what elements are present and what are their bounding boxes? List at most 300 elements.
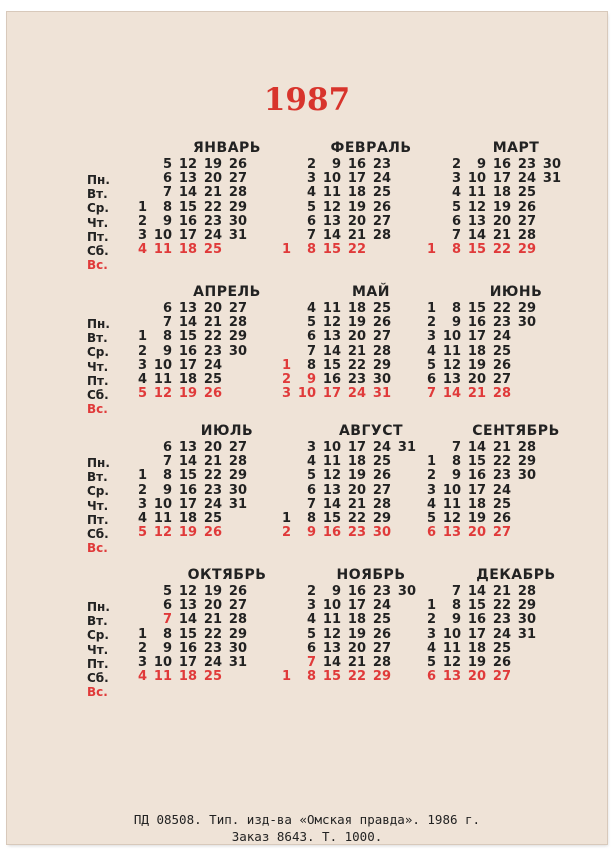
calendar-day: 27 (372, 213, 391, 229)
calendar-day: 3 (306, 171, 316, 187)
calendar-day: 20 (203, 301, 222, 316)
calendar-day: 4 (137, 372, 147, 387)
calendar-day: 17 (467, 482, 486, 498)
calendar-card (7, 12, 607, 844)
calendar-day: 23 (372, 157, 391, 172)
calendar-day: 21 (467, 386, 486, 402)
calendar-day: 6 (426, 525, 436, 541)
weekday-label: Вс. (87, 541, 108, 556)
calendar-day: 31 (228, 496, 247, 512)
calendar-day: 23 (372, 584, 391, 599)
month-block (406, 284, 556, 414)
calendar-day: 24 (372, 440, 391, 455)
calendar-day: 8 (162, 468, 172, 484)
calendar-day: 7 (306, 343, 316, 359)
weekday-label: Пт. (87, 373, 109, 388)
calendar-day: 18 (178, 669, 197, 685)
calendar-day: 9 (476, 157, 486, 172)
calendar-day: 29 (372, 669, 391, 685)
calendar-day: 21 (203, 612, 222, 628)
calendar-day: 26 (492, 357, 511, 373)
month-name: ДЕКАБРЬ (476, 567, 556, 583)
month-name: ЯНВАРЬ (193, 140, 261, 156)
calendar-day: 7 (451, 228, 461, 243)
calendar-day: 5 (137, 386, 147, 402)
calendar-day: 22 (203, 329, 222, 345)
calendar-day: 18 (492, 185, 511, 201)
calendar-day: 21 (203, 185, 222, 201)
calendar-day: 10 (467, 171, 486, 187)
calendar-day: 26 (492, 511, 511, 526)
calendar-day: 7 (306, 496, 316, 512)
weekday-label: Вс. (87, 258, 108, 273)
calendar-day: 24 (517, 171, 536, 187)
month-block (406, 423, 560, 553)
calendar-day: 18 (467, 496, 486, 512)
calendar-day: 26 (372, 626, 391, 642)
calendar-day: 17 (467, 329, 486, 345)
weekday-label: Вс. (87, 685, 108, 700)
calendar-day: 25 (203, 669, 222, 685)
calendar-day: 11 (322, 185, 341, 201)
calendar-day: 13 (442, 525, 461, 541)
calendar-day: 26 (228, 584, 247, 599)
calendar-day: 13 (442, 372, 461, 387)
calendar-day: 25 (203, 372, 222, 387)
calendar-day: 11 (322, 454, 341, 470)
calendar-day: 19 (347, 626, 366, 642)
weekday-label: Вт. (87, 187, 108, 202)
calendar-day: 26 (372, 199, 391, 215)
calendar-day: 18 (347, 185, 366, 201)
calendar-day: 12 (322, 199, 341, 215)
calendar-day: 23 (492, 468, 511, 484)
calendar-day: 29 (517, 301, 536, 316)
calendar-day: 2 (137, 343, 147, 359)
calendar-day: 7 (162, 454, 172, 470)
calendar-day: 15 (322, 357, 341, 373)
calendar-day: 19 (203, 584, 222, 599)
calendar-day: 3 (426, 329, 436, 345)
calendar-day: 8 (162, 329, 172, 345)
calendar-day: 27 (492, 372, 511, 387)
weekday-label: Ср. (87, 345, 109, 360)
calendar-day: 16 (178, 213, 197, 229)
calendar-day: 2 (306, 584, 316, 599)
calendar-day: 20 (467, 669, 486, 685)
month-name: НОЯБРЬ (336, 567, 406, 583)
calendar-day: 4 (306, 185, 316, 201)
weekday-label: Пн. (87, 317, 110, 331)
calendar-day: 26 (372, 468, 391, 484)
month-block (117, 567, 267, 697)
calendar-day: 3 (426, 626, 436, 642)
calendar-day: 24 (492, 482, 511, 498)
calendar-day: 19 (467, 655, 486, 670)
calendar-day: 9 (451, 612, 461, 628)
month-name: АВГУСТ (338, 423, 404, 439)
calendar-day: 15 (322, 511, 341, 526)
calendar-day: 17 (467, 626, 486, 642)
calendar-day: 12 (322, 626, 341, 642)
calendar-day: 20 (347, 640, 366, 656)
calendar-day: 31 (397, 440, 416, 455)
calendar-day: 23 (347, 372, 366, 387)
weekday-label: Пн. (87, 600, 110, 614)
calendar-day: 17 (178, 655, 197, 670)
calendar-day: 6 (162, 598, 172, 614)
calendar-day: 25 (492, 343, 511, 359)
calendar-day: 11 (442, 496, 461, 512)
calendar-day: 23 (517, 157, 536, 172)
calendar-day: 1 (426, 301, 436, 316)
calendar-day: 7 (162, 185, 172, 201)
calendar-day: 30 (228, 343, 247, 359)
calendar-day: 24 (203, 496, 222, 512)
calendar-day: 13 (178, 171, 197, 187)
calendar-day: 28 (228, 612, 247, 628)
calendar-day: 23 (492, 315, 511, 331)
calendar-day: 29 (517, 242, 536, 258)
calendar-day: 27 (372, 640, 391, 656)
calendar-day: 3 (137, 655, 147, 670)
calendar-day: 2 (426, 315, 436, 331)
calendar-day: 30 (228, 213, 247, 229)
weekday-label: Пт. (87, 512, 109, 527)
calendar-day: 28 (228, 185, 247, 201)
month-name: СЕНТЯБРЬ (472, 423, 560, 439)
weekday-label: Чт. (87, 359, 109, 374)
calendar-day: 22 (492, 242, 511, 258)
calendar-day: 17 (322, 386, 341, 402)
calendar-day: 16 (322, 372, 341, 387)
calendar-day: 5 (137, 525, 147, 541)
calendar-day: 18 (347, 612, 366, 628)
month-name: ИЮНЬ (489, 284, 543, 300)
calendar-day: 7 (306, 228, 316, 243)
weekday-label: Сб. (87, 671, 109, 685)
month-block (261, 140, 411, 270)
calendar-day: 29 (372, 511, 391, 526)
calendar-day: 21 (203, 315, 222, 331)
calendar-day: 27 (517, 213, 536, 229)
calendar-day: 8 (451, 301, 461, 316)
calendar-day: 1 (281, 242, 291, 258)
calendar-day: 21 (347, 343, 366, 359)
calendar-day: 2 (426, 468, 436, 484)
calendar-day: 10 (322, 598, 341, 614)
calendar-day: 15 (178, 626, 197, 642)
calendar-day: 15 (322, 242, 341, 258)
calendar-day: 10 (153, 655, 172, 670)
calendar-day: 13 (322, 329, 341, 345)
calendar-day: 15 (178, 199, 197, 215)
calendar-day: 13 (442, 669, 461, 685)
calendar-day: 3 (451, 171, 461, 187)
calendar-day: 17 (347, 598, 366, 614)
calendar-day: 12 (442, 511, 461, 526)
calendar-day: 29 (372, 357, 391, 373)
calendar-day: 2 (281, 525, 291, 541)
calendar-day: 6 (162, 171, 172, 187)
calendar-day: 16 (492, 157, 511, 172)
calendar-day: 31 (228, 228, 247, 243)
calendar-day: 30 (517, 315, 536, 331)
calendar-day: 28 (228, 315, 247, 331)
calendar-day: 17 (178, 357, 197, 373)
calendar-day: 30 (397, 584, 416, 599)
calendar-day: 24 (492, 329, 511, 345)
calendar-day: 23 (203, 482, 222, 498)
calendar-day: 11 (153, 242, 172, 258)
calendar-day: 28 (372, 228, 391, 243)
calendar-day: 6 (306, 482, 316, 498)
calendar-day: 1 (137, 199, 147, 215)
calendar-day: 30 (542, 157, 561, 172)
calendar-day: 1 (281, 669, 291, 685)
weekday-label: Вс. (87, 402, 108, 417)
calendar-day: 27 (372, 329, 391, 345)
calendar-day: 21 (492, 228, 511, 243)
calendar-day: 25 (203, 511, 222, 526)
calendar-day: 9 (331, 157, 341, 172)
calendar-day: 9 (451, 468, 461, 484)
calendar-day: 4 (306, 301, 316, 316)
calendar-day: 13 (322, 213, 341, 229)
calendar-day: 18 (178, 511, 197, 526)
calendar-day: 29 (228, 468, 247, 484)
calendar-day: 28 (517, 440, 536, 455)
calendar-day: 5 (162, 584, 172, 599)
calendar-day: 27 (492, 669, 511, 685)
calendar-day: 22 (492, 301, 511, 316)
calendar-day: 5 (162, 157, 172, 172)
calendar-day: 13 (467, 213, 486, 229)
calendar-day: 15 (178, 329, 197, 345)
calendar-day: 24 (347, 386, 366, 402)
calendar-day: 4 (426, 640, 436, 656)
calendar-day: 10 (442, 329, 461, 345)
calendar-day: 8 (451, 242, 461, 258)
calendar-day: 21 (347, 655, 366, 670)
calendar-day: 2 (137, 640, 147, 656)
calendar-day: 2 (137, 482, 147, 498)
calendar-day: 30 (517, 468, 536, 484)
calendar-day: 27 (372, 482, 391, 498)
calendar-day: 20 (467, 372, 486, 387)
calendar-day: 19 (178, 386, 197, 402)
calendar-day: 26 (203, 525, 222, 541)
calendar-day: 17 (178, 496, 197, 512)
calendar-day: 4 (451, 185, 461, 201)
calendar-day: 11 (322, 301, 341, 316)
calendar-day: 1 (426, 598, 436, 614)
calendar-day: 22 (203, 626, 222, 642)
calendar-day: 27 (492, 525, 511, 541)
weekday-label: Ср. (87, 201, 109, 216)
calendar-day: 10 (442, 626, 461, 642)
weekday-label: Пт. (87, 229, 109, 244)
calendar-day: 22 (492, 598, 511, 614)
month-name: МАЙ (352, 284, 390, 300)
calendar-day: 13 (178, 301, 197, 316)
calendar-day: 21 (347, 228, 366, 243)
calendar-day: 14 (178, 185, 197, 201)
calendar-day: 9 (162, 482, 172, 498)
calendar-day: 13 (322, 640, 341, 656)
weekday-label: Пн. (87, 456, 110, 470)
calendar-day: 9 (306, 372, 316, 387)
month-name: ФЕВРАЛЬ (330, 140, 412, 156)
calendar-day: 6 (162, 440, 172, 455)
calendar-day: 12 (467, 199, 486, 215)
calendar-day: 18 (178, 242, 197, 258)
month-block (261, 284, 411, 414)
calendar-day: 22 (347, 242, 366, 258)
calendar-day: 6 (426, 669, 436, 685)
calendar-day: 16 (467, 612, 486, 628)
calendar-day: 9 (451, 315, 461, 331)
calendar-day: 22 (203, 468, 222, 484)
calendar-day: 26 (517, 199, 536, 215)
calendar-day: 5 (426, 655, 436, 670)
calendar-day: 15 (322, 669, 341, 685)
calendar-day: 18 (178, 372, 197, 387)
calendar-day: 21 (492, 440, 511, 455)
calendar-day: 28 (517, 584, 536, 599)
calendar-day: 19 (347, 468, 366, 484)
calendar-day: 5 (426, 511, 436, 526)
calendar-day: 5 (451, 199, 461, 215)
calendar-day: 21 (347, 496, 366, 512)
calendar-day: 25 (203, 242, 222, 258)
calendar-day: 12 (153, 386, 172, 402)
calendar-day: 6 (162, 301, 172, 316)
calendar-day: 26 (228, 157, 247, 172)
calendar-day: 19 (203, 157, 222, 172)
calendar-day: 26 (372, 315, 391, 331)
calendar-day: 17 (492, 171, 511, 187)
calendar-day: 17 (347, 440, 366, 455)
calendar-day: 19 (467, 357, 486, 373)
calendar-day: 16 (178, 482, 197, 498)
calendar-day: 8 (451, 454, 461, 470)
calendar-day: 1 (137, 626, 147, 642)
calendar-day: 10 (153, 228, 172, 243)
calendar-day: 20 (203, 598, 222, 614)
weekday-label: Ср. (87, 484, 109, 499)
calendar-day: 30 (517, 612, 536, 628)
weekday-label: Чт. (87, 642, 109, 657)
weekday-label: Сб. (87, 388, 109, 402)
calendar-day: 11 (153, 511, 172, 526)
calendar-day: 2 (451, 157, 461, 172)
calendar-day: 14 (467, 584, 486, 599)
calendar-day: 24 (203, 655, 222, 670)
month-name: АПРЕЛЬ (193, 284, 261, 300)
calendar-day: 18 (347, 454, 366, 470)
calendar-day: 28 (517, 228, 536, 243)
calendar-day: 4 (306, 612, 316, 628)
month-block (117, 423, 267, 553)
weekday-label: Пт. (87, 656, 109, 671)
calendar-day: 25 (517, 185, 536, 201)
calendar-day: 29 (517, 454, 536, 470)
calendar-day: 25 (372, 454, 391, 470)
calendar-day: 20 (492, 213, 511, 229)
calendar-day: 16 (467, 468, 486, 484)
calendar-day: 1 (281, 357, 291, 373)
calendar-day: 9 (306, 525, 316, 541)
calendar-day: 8 (306, 511, 316, 526)
calendar-day: 13 (322, 482, 341, 498)
calendar-day: 11 (442, 640, 461, 656)
calendar-day: 30 (228, 640, 247, 656)
calendar-day: 14 (178, 612, 197, 628)
calendar-day: 19 (347, 315, 366, 331)
calendar-day: 29 (228, 199, 247, 215)
footer-line-1: ПД 08508. Тип. изд-ва «Омская правда». 1986 г. (133, 812, 481, 827)
calendar-day: 20 (347, 329, 366, 345)
calendar-day: 3 (306, 598, 316, 614)
calendar-day: 6 (306, 640, 316, 656)
calendar-day: 9 (162, 213, 172, 229)
calendar-day: 20 (347, 482, 366, 498)
calendar-day: 14 (178, 315, 197, 331)
calendar-day: 28 (492, 386, 511, 402)
calendar-day: 10 (153, 496, 172, 512)
calendar-day: 1 (137, 329, 147, 345)
calendar-day: 25 (372, 185, 391, 201)
calendar-day: 24 (372, 171, 391, 187)
calendar-day: 16 (178, 640, 197, 656)
calendar-day: 27 (228, 440, 247, 455)
weekday-label: Чт. (87, 215, 109, 230)
calendar-day: 20 (203, 171, 222, 187)
calendar-day: 5 (306, 626, 316, 642)
calendar-day: 4 (137, 669, 147, 685)
calendar-day: 10 (322, 440, 341, 455)
calendar-day: 12 (322, 468, 341, 484)
calendar-day: 24 (203, 357, 222, 373)
calendar-day: 3 (306, 440, 316, 455)
calendar-day: 31 (372, 386, 391, 402)
month-block (117, 140, 267, 270)
calendar-day: 8 (306, 242, 316, 258)
weekday-label: Вт. (87, 470, 108, 485)
calendar-day: 6 (306, 329, 316, 345)
calendar-day: 13 (178, 598, 197, 614)
calendar-day: 28 (372, 655, 391, 670)
month-block (117, 284, 267, 414)
calendar-day: 15 (467, 242, 486, 258)
calendar-day: 6 (306, 213, 316, 229)
calendar-day: 23 (492, 612, 511, 628)
calendar-day: 5 (426, 357, 436, 373)
weekday-label: Сб. (87, 527, 109, 541)
calendar-day: 14 (322, 655, 341, 670)
calendar-day: 2 (306, 157, 316, 172)
calendar-day: 4 (137, 511, 147, 526)
weekday-label: Ср. (87, 628, 109, 643)
calendar-day: 28 (228, 454, 247, 470)
month-name: ИЮЛЬ (200, 423, 254, 439)
calendar-day: 26 (492, 655, 511, 670)
calendar-day: 25 (372, 301, 391, 316)
calendar-day: 8 (162, 199, 172, 215)
calendar-day: 4 (426, 496, 436, 512)
calendar-day: 18 (347, 301, 366, 316)
